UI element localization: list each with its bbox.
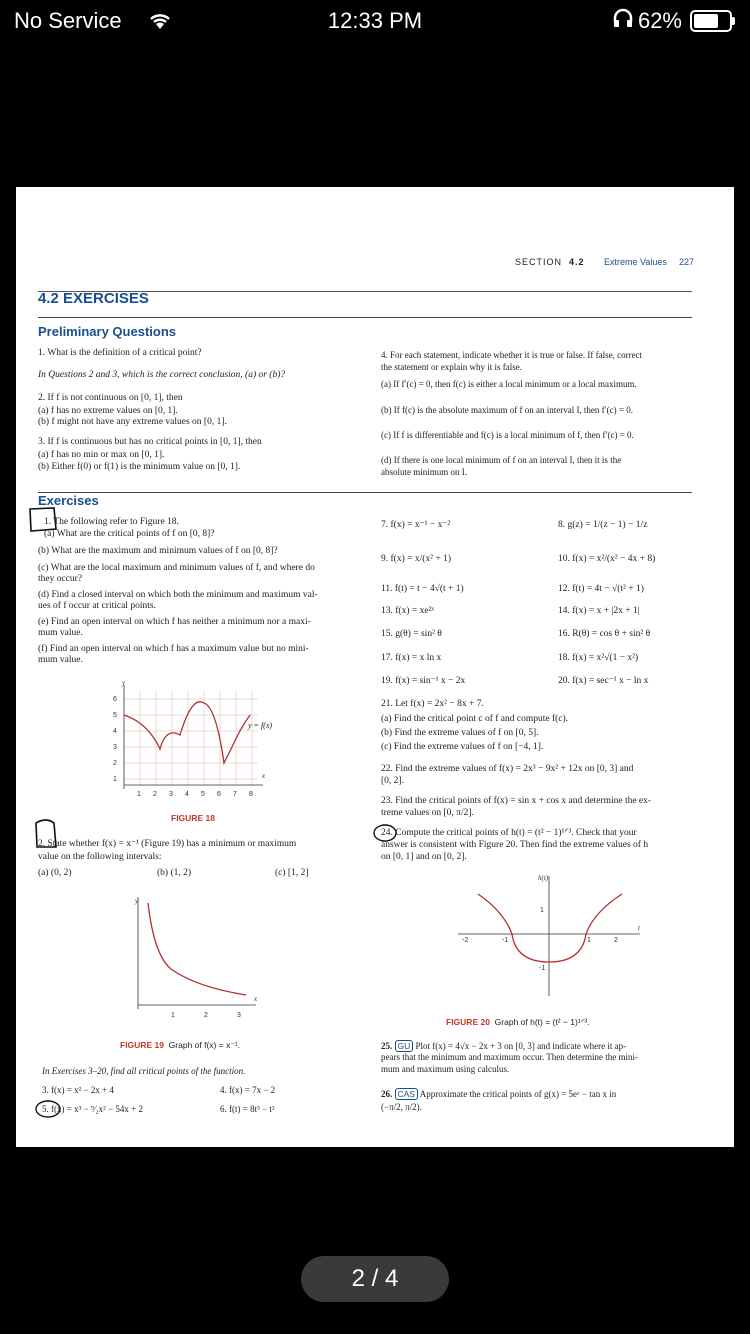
- exercise-1e: (e) Find an open interval on which f has neither a minimum nor a maxi-: [38, 617, 311, 627]
- prelim-q3a: (a) f has no min or max on [0, 1].: [38, 450, 165, 460]
- prelim-q4-cont: the statement or explain why it is false.: [381, 362, 522, 372]
- svg-text:1: 1: [113, 776, 117, 783]
- exercise-24: 24. Compute the critical points of h(t) = (t² − 1)¹ᐟ³. Check that your: [381, 828, 637, 838]
- exercise-18: 18. f(x) = x²√(1 − x²): [558, 653, 639, 663]
- exercise-26: 26. CAS Approximate the critical points of g(x) = 5eˣ − tan x in: [381, 1089, 617, 1099]
- battery-percent: 62%: [637, 8, 682, 33]
- svg-text:2: 2: [113, 760, 117, 767]
- figure-18-caption: FIGURE 18: [171, 813, 215, 823]
- svg-text:4: 4: [185, 791, 189, 798]
- exercise-7: 7. f(x) = x⁻¹ − x⁻²: [381, 520, 451, 530]
- prelim-q4d-cont: absolute minimum on I.: [381, 467, 467, 477]
- exercise-1a: (a) What are the critical points of f on [0, 8]?: [44, 529, 215, 539]
- exercise-11: 11. f(t) = t − 4√(t + 1): [381, 584, 464, 594]
- exercise-6: 6. f(t) = 8t³ − t²: [220, 1104, 275, 1114]
- svg-text:-2: -2: [462, 937, 469, 944]
- exercise-1f-cont: mum value.: [38, 655, 83, 665]
- exercise-5: 5. f(x) = x³ − ⁹⁄₂x² − 54x + 2: [42, 1104, 143, 1114]
- svg-text:1: 1: [587, 937, 591, 944]
- exercise-16: 16. R(θ) = cos θ + sin² θ: [558, 629, 651, 639]
- exercise-25-cont: pears that the minimum and maximum occur. Then determine the mini-: [381, 1052, 639, 1062]
- exercise-9: 9. f(x) = x/(x² + 1): [381, 554, 452, 564]
- figure-20-graph: [454, 872, 644, 1002]
- prelim-q4c: (c) If f is differentiable and f(c) is a local minimum of f, then f′(c) = 0.: [381, 430, 634, 440]
- gu-badge: GU: [395, 1040, 414, 1052]
- handwritten-circle-mark: [34, 1098, 64, 1120]
- exercise-17: 17. f(x) = x ln x: [381, 653, 442, 663]
- exercise-21a: (a) Find the critical point c of f and compute f(c).: [381, 714, 569, 724]
- svg-text:-1: -1: [502, 937, 509, 944]
- svg-text:4: 4: [113, 728, 117, 735]
- exercise-26-cont: (−π/2, π/2).: [381, 1102, 422, 1112]
- exercise-21: 21. Let f(x) = 2x² − 8x + 7.: [381, 699, 484, 709]
- exercise-10: 10. f(x) = x²/(x² − 4x + 8): [558, 554, 656, 564]
- figure-19-caption: FIGURE 19 Graph of f(x) = x⁻¹.: [120, 1040, 240, 1050]
- exercise-1c-cont: they occur?: [38, 574, 83, 584]
- svg-text:1: 1: [171, 1012, 175, 1019]
- carrier-label: No Service: [14, 8, 122, 33]
- svg-text:3: 3: [113, 744, 117, 751]
- exercise-4: 4. f(x) = 7x − 2: [220, 1085, 276, 1095]
- svg-text:1: 1: [540, 907, 544, 914]
- exercises-heading: Exercises: [38, 493, 99, 508]
- svg-text:8: 8: [249, 791, 253, 798]
- exercise-1c: (c) What are the local maximum and minimum values of f, and where do: [38, 563, 315, 573]
- exercise-25: 25. GU Plot f(x) = 4√x − 2x + 3 on [0, 3] and indicate where it ap-: [381, 1041, 627, 1051]
- prelim-q4b: (b) If f(c) is the absolute maximum of f on an interval I, then f′(c) = 0.: [381, 405, 633, 415]
- exercise-2b: (b) (1, 2): [157, 868, 192, 878]
- battery-icon: [690, 10, 732, 32]
- cas-badge: CAS: [395, 1088, 418, 1100]
- svg-text:2: 2: [614, 937, 618, 944]
- exercise-8: 8. g(z) = 1/(z − 1) − 1/z: [558, 520, 648, 530]
- section-label: SECTION 4.2: [515, 257, 585, 267]
- page-title: 4.2 EXERCISES: [38, 290, 149, 307]
- svg-text:5: 5: [201, 791, 205, 798]
- svg-text:3: 3: [237, 1012, 241, 1019]
- exercise-1: 1. The following refer to Figure 18.: [44, 517, 179, 527]
- section-topic: Extreme Values: [604, 257, 667, 267]
- svg-text:-1: -1: [539, 965, 546, 972]
- exercise-21c: (c) Find the extreme values of f on [−4, 1].: [381, 742, 544, 752]
- prelim-intro: In Questions 2 and 3, which is the correct conclusion, (a) or (b)?: [38, 370, 286, 380]
- exercise-1d: (d) Find a closed interval on which both the minimum and maximum val-: [38, 590, 318, 600]
- exercise-25-cont2: mum and maximum using calculus.: [381, 1064, 510, 1074]
- figure-19-graph: [126, 895, 276, 1025]
- exercise-2c: (c) [1, 2]: [275, 868, 309, 878]
- prelim-heading: Preliminary Questions: [38, 324, 176, 339]
- exercise-22-cont: [0, 2].: [381, 776, 404, 786]
- svg-text:6: 6: [113, 696, 117, 703]
- exercise-20: 20. f(x) = sec⁻¹ x − ln x: [558, 676, 649, 686]
- prelim-q2a: (a) f has no extreme values on [0, 1].: [38, 406, 178, 416]
- svg-text:x: x: [254, 995, 258, 1003]
- exercise-2: 2. State whether f(x) = x⁻¹ (Figure 19) has a minimum or maximum: [38, 839, 297, 849]
- page-number: 227: [679, 257, 695, 267]
- divider: [38, 317, 692, 318]
- exercise-1f: (f) Find an open interval on which f has a maximum value but no mini-: [38, 644, 309, 654]
- exercise-2-cont: value on the following intervals:: [38, 852, 162, 862]
- prelim-q4: 4. For each statement, indicate whether it is true or false. If false, correct: [381, 350, 643, 360]
- figure-18-label: y = f(x): [248, 721, 273, 730]
- figure-20-caption: FIGURE 20 Graph of h(t) = (t² − 1)¹ᐟ³.: [446, 1017, 590, 1027]
- exercises-intro: In Exercises 3–20, find all critical points of the function.: [42, 1066, 246, 1076]
- svg-text:y: y: [122, 679, 126, 687]
- svg-text:7: 7: [233, 791, 237, 798]
- prelim-q4d: (d) If there is one local minimum of f on an interval I, then it is the: [381, 455, 622, 465]
- exercise-14: 14. f(x) = x + |2x + 1|: [558, 606, 640, 616]
- status-bar: [0, 0, 750, 44]
- prelim-q3b: (b) Either f(0) or f(1) is the minimum value on [0, 1].: [38, 462, 241, 472]
- exercise-24-cont: answer is consistent with Figure 20. Then find the extreme values of h: [381, 840, 649, 850]
- exercise-1d-cont: ues of f occur at critical points.: [38, 601, 156, 611]
- exercise-1b: (b) What are the maximum and minimum values of f on [0, 8]?: [38, 546, 278, 556]
- exercise-19: 19. f(x) = sin⁻¹ x − 2x: [381, 676, 466, 686]
- prelim-q1: 1. What is the definition of a critical point?: [38, 348, 202, 358]
- headphones-icon: [612, 8, 634, 34]
- exercise-13: 13. f(x) = xe²ˣ: [381, 606, 435, 616]
- prelim-q2: 2. If f is not continuous on [0, 1], then: [38, 393, 183, 403]
- svg-text:1: 1: [137, 791, 141, 798]
- exercise-3: 3. f(x) = x² − 2x + 4: [42, 1085, 114, 1095]
- exercise-23-cont: treme values on [0, π/2].: [381, 808, 474, 818]
- document-page[interactable]: [16, 187, 734, 1147]
- page-indicator[interactable]: 2 / 4: [301, 1256, 449, 1302]
- svg-text:t: t: [638, 924, 640, 932]
- svg-text:3: 3: [169, 791, 173, 798]
- exercise-12: 12. f(t) = 4t − √(t² + 1): [558, 584, 644, 594]
- exercise-21b: (b) Find the extreme values of f on [0, 5].: [381, 728, 539, 738]
- clock: 12:33 PM: [327, 8, 423, 33]
- exercise-23: 23. Find the critical points of f(x) = sin x + cos x and determine the ex-: [381, 796, 652, 806]
- figure-18-graph: [108, 677, 288, 807]
- exercise-2a: (a) (0, 2): [38, 868, 72, 878]
- svg-text:2: 2: [153, 791, 157, 798]
- prelim-q4a: (a) If f′(c) = 0, then f(c) is either a local minimum or a local maximum.: [381, 379, 637, 389]
- status-right: [612, 8, 732, 34]
- prelim-q3: 3. If f is continuous but has no critical points in [0, 1], then: [38, 437, 262, 447]
- svg-text:5: 5: [113, 712, 117, 719]
- svg-text:6: 6: [217, 791, 221, 798]
- svg-text:y: y: [135, 897, 139, 905]
- exercise-1e-cont: mum value.: [38, 628, 83, 638]
- exercise-24-cont2: on [0, 1] and on [0, 2].: [381, 852, 467, 862]
- svg-text:h(t): h(t): [538, 874, 549, 882]
- exercise-22: 22. Find the extreme values of f(x) = 2x³ − 9x² + 12x on [0, 3] and: [381, 764, 634, 774]
- svg-text:x: x: [262, 772, 266, 780]
- exercise-15: 15. g(θ) = sin² θ: [381, 629, 442, 639]
- svg-text:2: 2: [204, 1012, 208, 1019]
- prelim-q2b: (b) f might not have any extreme values on [0, 1].: [38, 417, 227, 427]
- divider: [38, 492, 692, 493]
